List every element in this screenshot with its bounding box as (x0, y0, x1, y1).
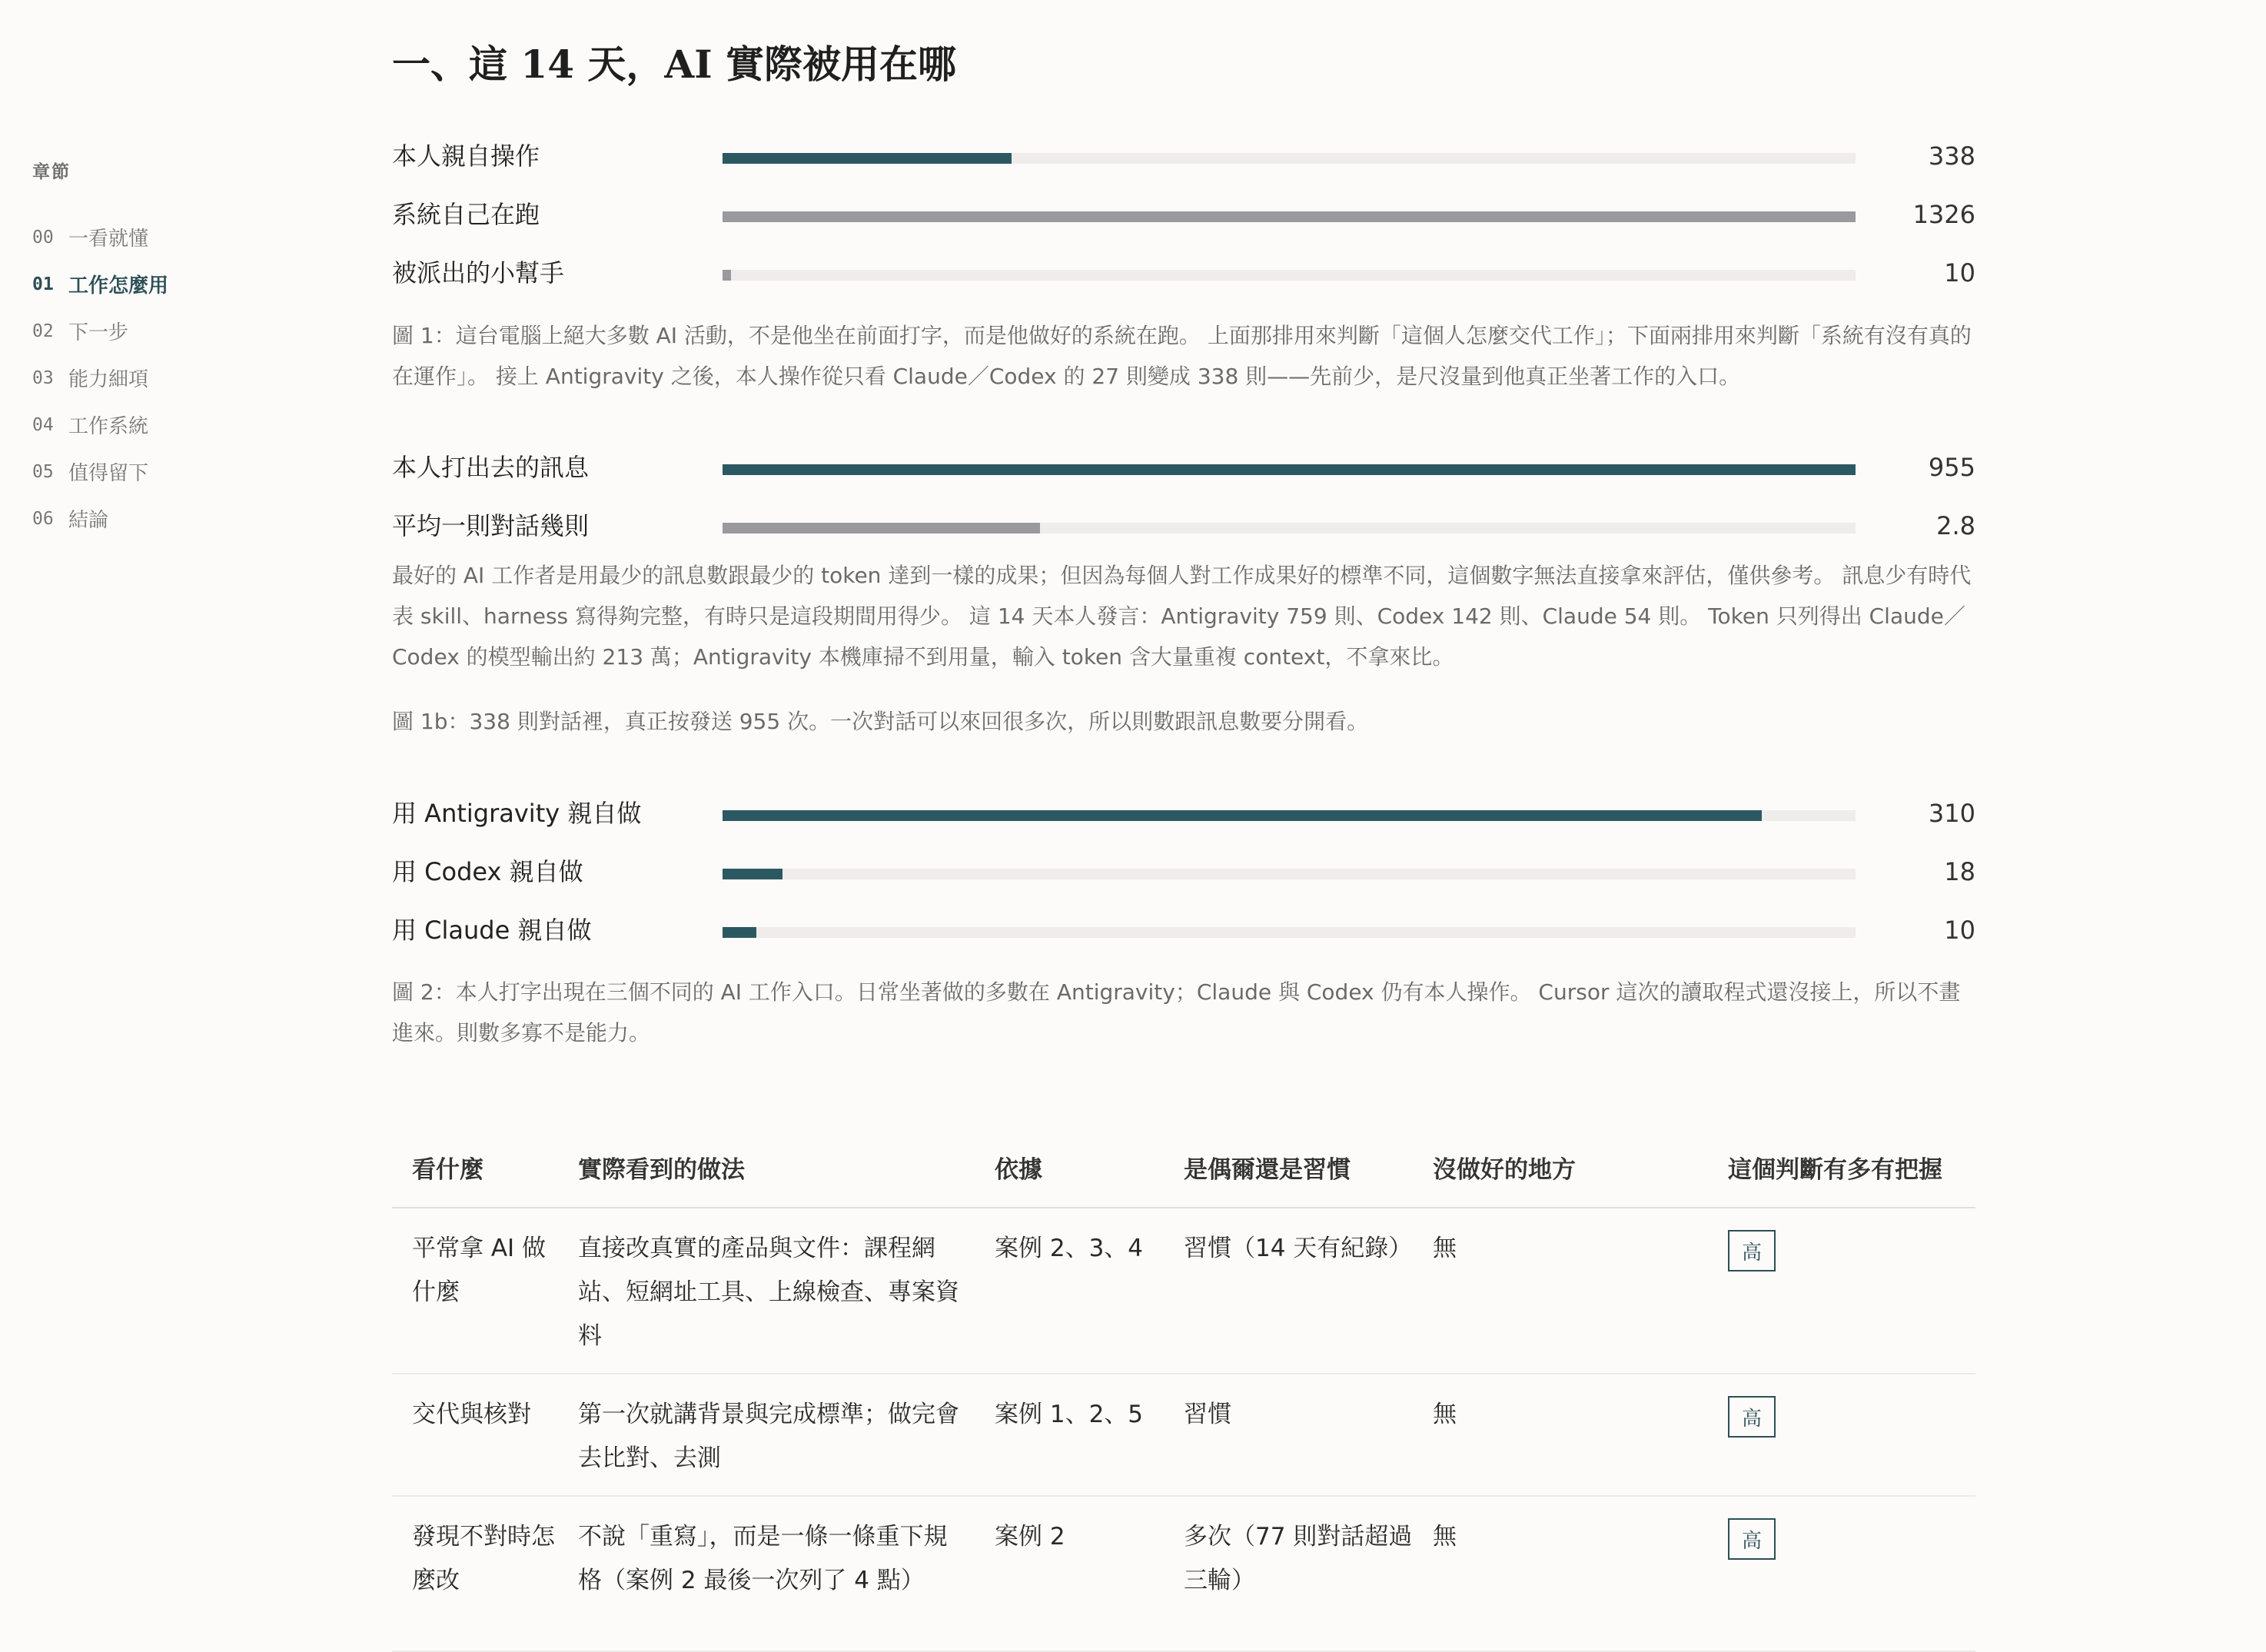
nav-list (32, 214, 355, 542)
bar-row (392, 191, 1975, 238)
bar (723, 464, 1856, 475)
table-cell-gap: 無 (1433, 1523, 1457, 1551)
bar (723, 211, 1856, 222)
column-header: 依據 (995, 1156, 1042, 1184)
bar-track (723, 211, 1856, 222)
table-cell-what: 平常拿 AI 做什麼 (412, 1235, 547, 1306)
sidebar-item-05[interactable] (32, 448, 355, 495)
table-cell-gap: 無 (1433, 1401, 1457, 1428)
sidebar-item-number: 06 (32, 508, 54, 529)
sidebar-item-label: 工作怎麼用 (68, 274, 169, 297)
table-cell-habit: 習慣（14 天有紀錄） (1184, 1235, 1413, 1262)
table-cell-habit: 習慣 (1184, 1401, 1231, 1428)
bar-label: 用 Claude 親自做 (392, 916, 592, 945)
column-header: 沒做好的地方 (1433, 1156, 1576, 1184)
table-cell-basis: 案例 2、3、4 (995, 1235, 1144, 1262)
table-cell-practice: 第一次就講背景與完成標準；做完會去比對、去測 (578, 1401, 959, 1472)
bar-value-label: 955 (1928, 453, 1975, 482)
table-cell-gap: 無 (1433, 1235, 1457, 1262)
table-row (392, 1374, 1975, 1497)
column-header: 這個判斷有多有把握 (1728, 1156, 1942, 1184)
table-cell-habit: 多次（77 則對話超過三輪） (1184, 1523, 1413, 1594)
bar-row (392, 250, 1975, 296)
bar-value-label: 310 (1928, 799, 1975, 828)
sidebar-item-label: 工作系統 (68, 415, 149, 438)
bar-track (723, 810, 1856, 821)
bar-label: 用 Antigravity 親自做 (392, 799, 642, 828)
confidence-badge: 高 (1728, 1518, 1776, 1560)
sidebar-item-label: 值得留下 (68, 462, 149, 485)
bar-label: 用 Codex 親自做 (392, 857, 583, 886)
bar-track (723, 270, 1856, 281)
sidebar-item-02[interactable] (32, 307, 355, 354)
bar (723, 153, 1012, 164)
sidebar-item-03[interactable] (32, 354, 355, 401)
table-cell-practice: 不說「重寫」，而是一條一條重下規格（案例 2 最後一次列了 4 點） (578, 1523, 948, 1594)
bar-value-label: 338 (1928, 141, 1975, 171)
table-cell-basis: 案例 2 (995, 1523, 1065, 1551)
table-cell-practice: 直接改真實的產品與文件：課程網站、短網址工具、上線檢查、專案資料 (578, 1235, 959, 1350)
bar-row (392, 790, 1975, 836)
sidebar-item-label: 一看就懂 (68, 228, 149, 251)
bar-track (723, 927, 1856, 938)
bar-label: 本人打出去的訊息 (392, 453, 590, 482)
column-header: 是偶爾還是習慣 (1184, 1156, 1351, 1184)
bar-label: 本人親自操作 (392, 141, 540, 171)
bar (723, 270, 731, 281)
bar-track (723, 464, 1856, 475)
column-header: 看什麼 (412, 1156, 483, 1184)
sidebar (32, 158, 355, 542)
bar-row (392, 503, 1975, 549)
sidebar-item-number: 05 (32, 461, 54, 482)
bar-value-label: 2.8 (1936, 511, 1975, 540)
sidebar-item-label: 下一步 (68, 321, 129, 344)
bar-row (392, 907, 1975, 953)
bar-track (723, 869, 1856, 879)
sidebar-item-number: 01 (32, 274, 54, 294)
sidebar-item-label: 能力細項 (68, 368, 149, 391)
page-title: 一、這 14 天，AI 實際被用在哪 (392, 42, 956, 87)
bar-track (723, 153, 1856, 164)
sidebar-item-number: 00 (32, 227, 54, 248)
bar-value-label: 10 (1944, 258, 1975, 288)
bar-row (392, 444, 1975, 490)
bar-label: 系統自己在跑 (392, 200, 540, 229)
bar-row (392, 133, 1975, 179)
bar (723, 869, 782, 879)
table-cell-basis: 案例 1、2、5 (995, 1401, 1144, 1428)
sidebar-item-04[interactable] (32, 401, 355, 448)
table-cell-what: 交代與核對 (412, 1401, 531, 1428)
bar (723, 523, 1040, 533)
table-row (392, 1497, 1975, 1652)
sidebar-item-number: 04 (32, 414, 54, 435)
sidebar-item-label: 結論 (68, 509, 109, 532)
bar-track (723, 523, 1856, 533)
table-cell-what: 發現不對時怎麼改 (412, 1523, 555, 1594)
confidence-badge: 高 (1728, 1230, 1776, 1271)
sidebar-item-number: 02 (32, 321, 54, 341)
chart-operations-caption: 圖 1：這台電腦上絕大多數 AI 活動，不是他坐在前面打字，而是他做好的系統在跑。 上面那排用來判斷「這個人怎麼交代工作」；下面兩排用來判斷「系統有沒有真的在運作」。 接上 Antigravity 之後，本人操作從只看 Claude／Codex 的 27 則變成 338 則——先前少，是尺沒量到他真正坐著工作的入口。 (392, 323, 1972, 389)
table-header (392, 1144, 1975, 1208)
chart-entry-points-caption: 圖 2：本人打字出現在三個不同的 AI 工作入口。日常坐著做的多數在 Antigravity；Claude 與 Codex 仍有本人操作。 Cursor 這次的讀取程式還沒接上，所以不畫進來。則數多寡不是能力。 (392, 979, 1961, 1045)
chart-messages-note: 圖 1b：338 則對話裡，真正按發送 955 次。一次對話可以來回很多次，所以則數跟訊息數要分開看。 (392, 709, 1369, 734)
assessment-table (392, 1144, 1975, 1652)
table-body (392, 1208, 1975, 1652)
confidence-badge: 高 (1728, 1396, 1776, 1438)
sidebar-heading: 章節 (32, 162, 71, 182)
sidebar-item-00[interactable] (32, 214, 355, 261)
bar-row (392, 849, 1975, 895)
sidebar-item-06[interactable] (32, 495, 355, 542)
bar (723, 810, 1762, 821)
chart-messages-caption: 最好的 AI 工作者是用最少的訊息數跟最少的 token 達到一樣的成果；但因為每個人對工作成果好的標準不同，這個數字無法直接拿來評估，僅供參考。 訊息少有時代表 skill、harness 寫得夠完整，有時只是這段期間用得少。 這 14 天本人發言：Antigravity 759 則、Codex 142 則、Claude 54 則。 Token 只列得出 Claude／Codex 的模型輸出約 213 萬；Antigravity 本機庫掃不到用量，輸入 token 含大量重複 context，不拿來比。 (392, 563, 1972, 670)
bar-value-label: 18 (1944, 857, 1975, 886)
column-header: 實際看到的做法 (578, 1156, 745, 1184)
table-row (392, 1208, 1975, 1374)
bar (723, 927, 756, 938)
bar-label: 被派出的小幫手 (392, 258, 565, 288)
bar-value-label: 1326 (1912, 200, 1975, 229)
sidebar-item-01[interactable] (32, 261, 355, 307)
bar-label: 平均一則對話幾則 (392, 511, 590, 540)
sidebar-item-number: 03 (32, 367, 54, 388)
bar-value-label: 10 (1944, 916, 1975, 945)
